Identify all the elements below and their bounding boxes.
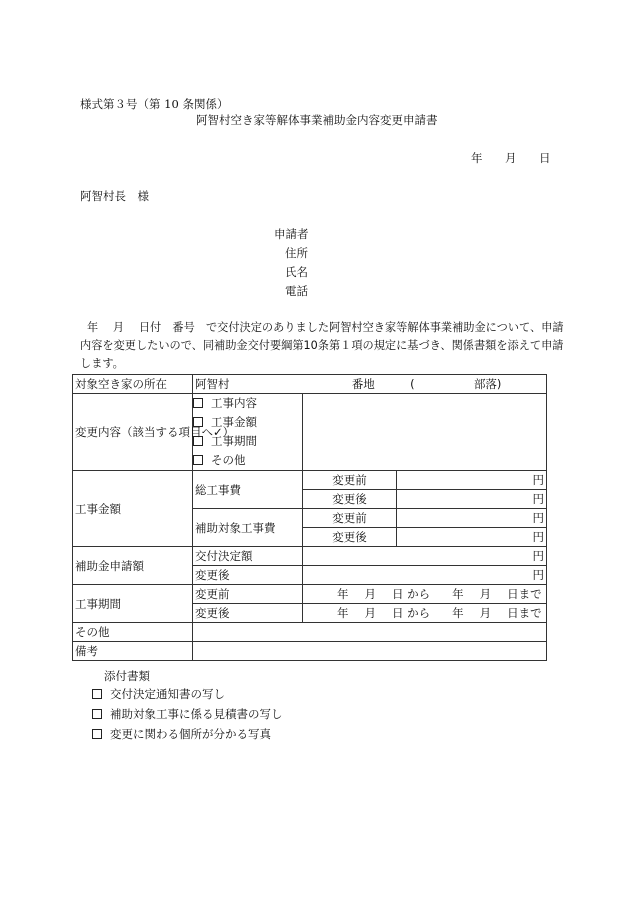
period-after-label: 変更後 [193,604,303,623]
option-other[interactable]: その他 [193,451,302,470]
applicant-phone-label: 電話 [285,284,308,298]
option-construction-period[interactable]: 工事期間 [193,432,302,451]
total-before-label: 変更前 [303,471,397,490]
location-row [73,375,547,394]
checkbox-icon[interactable] [92,709,102,719]
change-content-options [193,394,303,471]
period-before-start-year: 年 [337,587,349,601]
period-after-end-day: 日まで [507,606,542,620]
construction-period-label: 工事期間 [73,585,193,623]
applicant-name-label: 氏名 [285,265,308,279]
paren-open: ( [410,377,415,391]
option-construction-content[interactable]: 工事内容 [193,394,302,413]
total-cost-label: 総工事費 [193,471,303,509]
attachment-item[interactable]: 交付決定通知書の写し [92,685,225,703]
location-value[interactable] [193,375,547,394]
option-construction-amount[interactable]: 工事金額 [193,413,302,432]
period-before-end-month: 月 [479,587,492,601]
subsidy-target-cost-label: 補助対象工事費 [193,509,303,547]
remarks-value[interactable] [193,642,547,661]
total-before-value[interactable]: 円 [397,471,547,490]
banchi-label: 番地 [351,377,375,391]
change-content-row [73,394,547,471]
checkbox-icon[interactable] [193,455,203,465]
document-title: 阿智村空き家等解体事業補助金内容変更申請書 [196,113,438,127]
period-after-value[interactable] [303,604,547,623]
checkbox-icon[interactable] [193,436,203,446]
date-day-label: 日 [539,151,551,165]
date-month-label: 月 [505,151,517,165]
location-label: 対象空き家の所在 [73,375,193,394]
buraku-label: 部落) [473,377,502,391]
other-label: その他 [73,623,193,642]
period-before-row [73,585,547,604]
body-text-line-1: 年 月 日付 番号 で交付決定のありました阿智村空き家等解体事業補助金について、申請 [87,321,564,334]
subsidy-target-after-label: 変更後 [303,528,397,547]
period-before-label: 変更前 [193,585,303,604]
other-row [73,623,547,642]
village-name: 阿智村 [195,377,230,391]
total-cost-before-row [73,471,547,490]
subsidy-amount-label: 補助金申請額 [73,547,193,585]
body-text-line-2: 内容を変更したいので、同補助金交付要綱第10条第１項の規定に基づき、関係書類を添えて申請 [80,339,564,352]
period-after-start-month: 月 [364,606,376,620]
period-after-end-year: 年 [452,606,464,620]
total-after-label: 変更後 [303,490,397,509]
checkbox-icon[interactable] [92,689,102,699]
checkbox-icon[interactable] [92,729,102,739]
period-before-end-day: 日まで [507,587,542,601]
applicant-heading: 申請者 [274,227,309,241]
subsidy-target-before-label: 変更前 [303,509,397,528]
period-after-end-month: 月 [479,606,492,620]
subsidy-target-after-value[interactable]: 円 [397,528,547,547]
attachment-item[interactable]: 変更に関わる個所が分かる写真 [92,725,271,743]
period-before-start-month: 月 [364,587,376,601]
period-after-start-day: 日 から [392,606,431,620]
period-before-end-year: 年 [452,587,464,601]
subsidy-after-label: 変更後 [193,566,303,585]
period-before-start-day: 日 から [392,587,431,601]
subsidy-after-value[interactable]: 円 [303,566,547,585]
form-number: 様式第３号（第 10 条関係） [80,97,229,111]
checkbox-icon[interactable] [193,417,203,427]
addressee: 阿智村長 様 [80,189,149,203]
period-after-start-year: 年 [337,606,349,620]
other-value[interactable] [193,623,547,642]
subsidy-decided-label: 交付決定額 [193,547,303,566]
subsidy-decided-row [73,547,547,566]
attachment-item[interactable]: 補助対象工事に係る見積書の写し [92,705,283,723]
application-form-table [72,374,547,661]
checkbox-icon[interactable] [193,398,203,408]
remarks-label: 備考 [73,642,193,661]
change-content-label: 変更内容（該当する項目へ✓） [73,394,193,471]
construction-amount-label: 工事金額 [73,471,193,547]
date-year-label: 年 [471,151,483,165]
subsidy-decided-value[interactable]: 円 [303,547,547,566]
remarks-row [73,642,547,661]
total-after-value[interactable]: 円 [397,490,547,509]
attachments-heading: 添付書類 [104,669,150,683]
subsidy-target-before-value[interactable]: 円 [397,509,547,528]
change-content-detail[interactable] [303,394,547,471]
period-before-value[interactable] [303,585,547,604]
applicant-address-label: 住所 [285,246,308,260]
body-text-line-3: します。 [80,357,124,370]
